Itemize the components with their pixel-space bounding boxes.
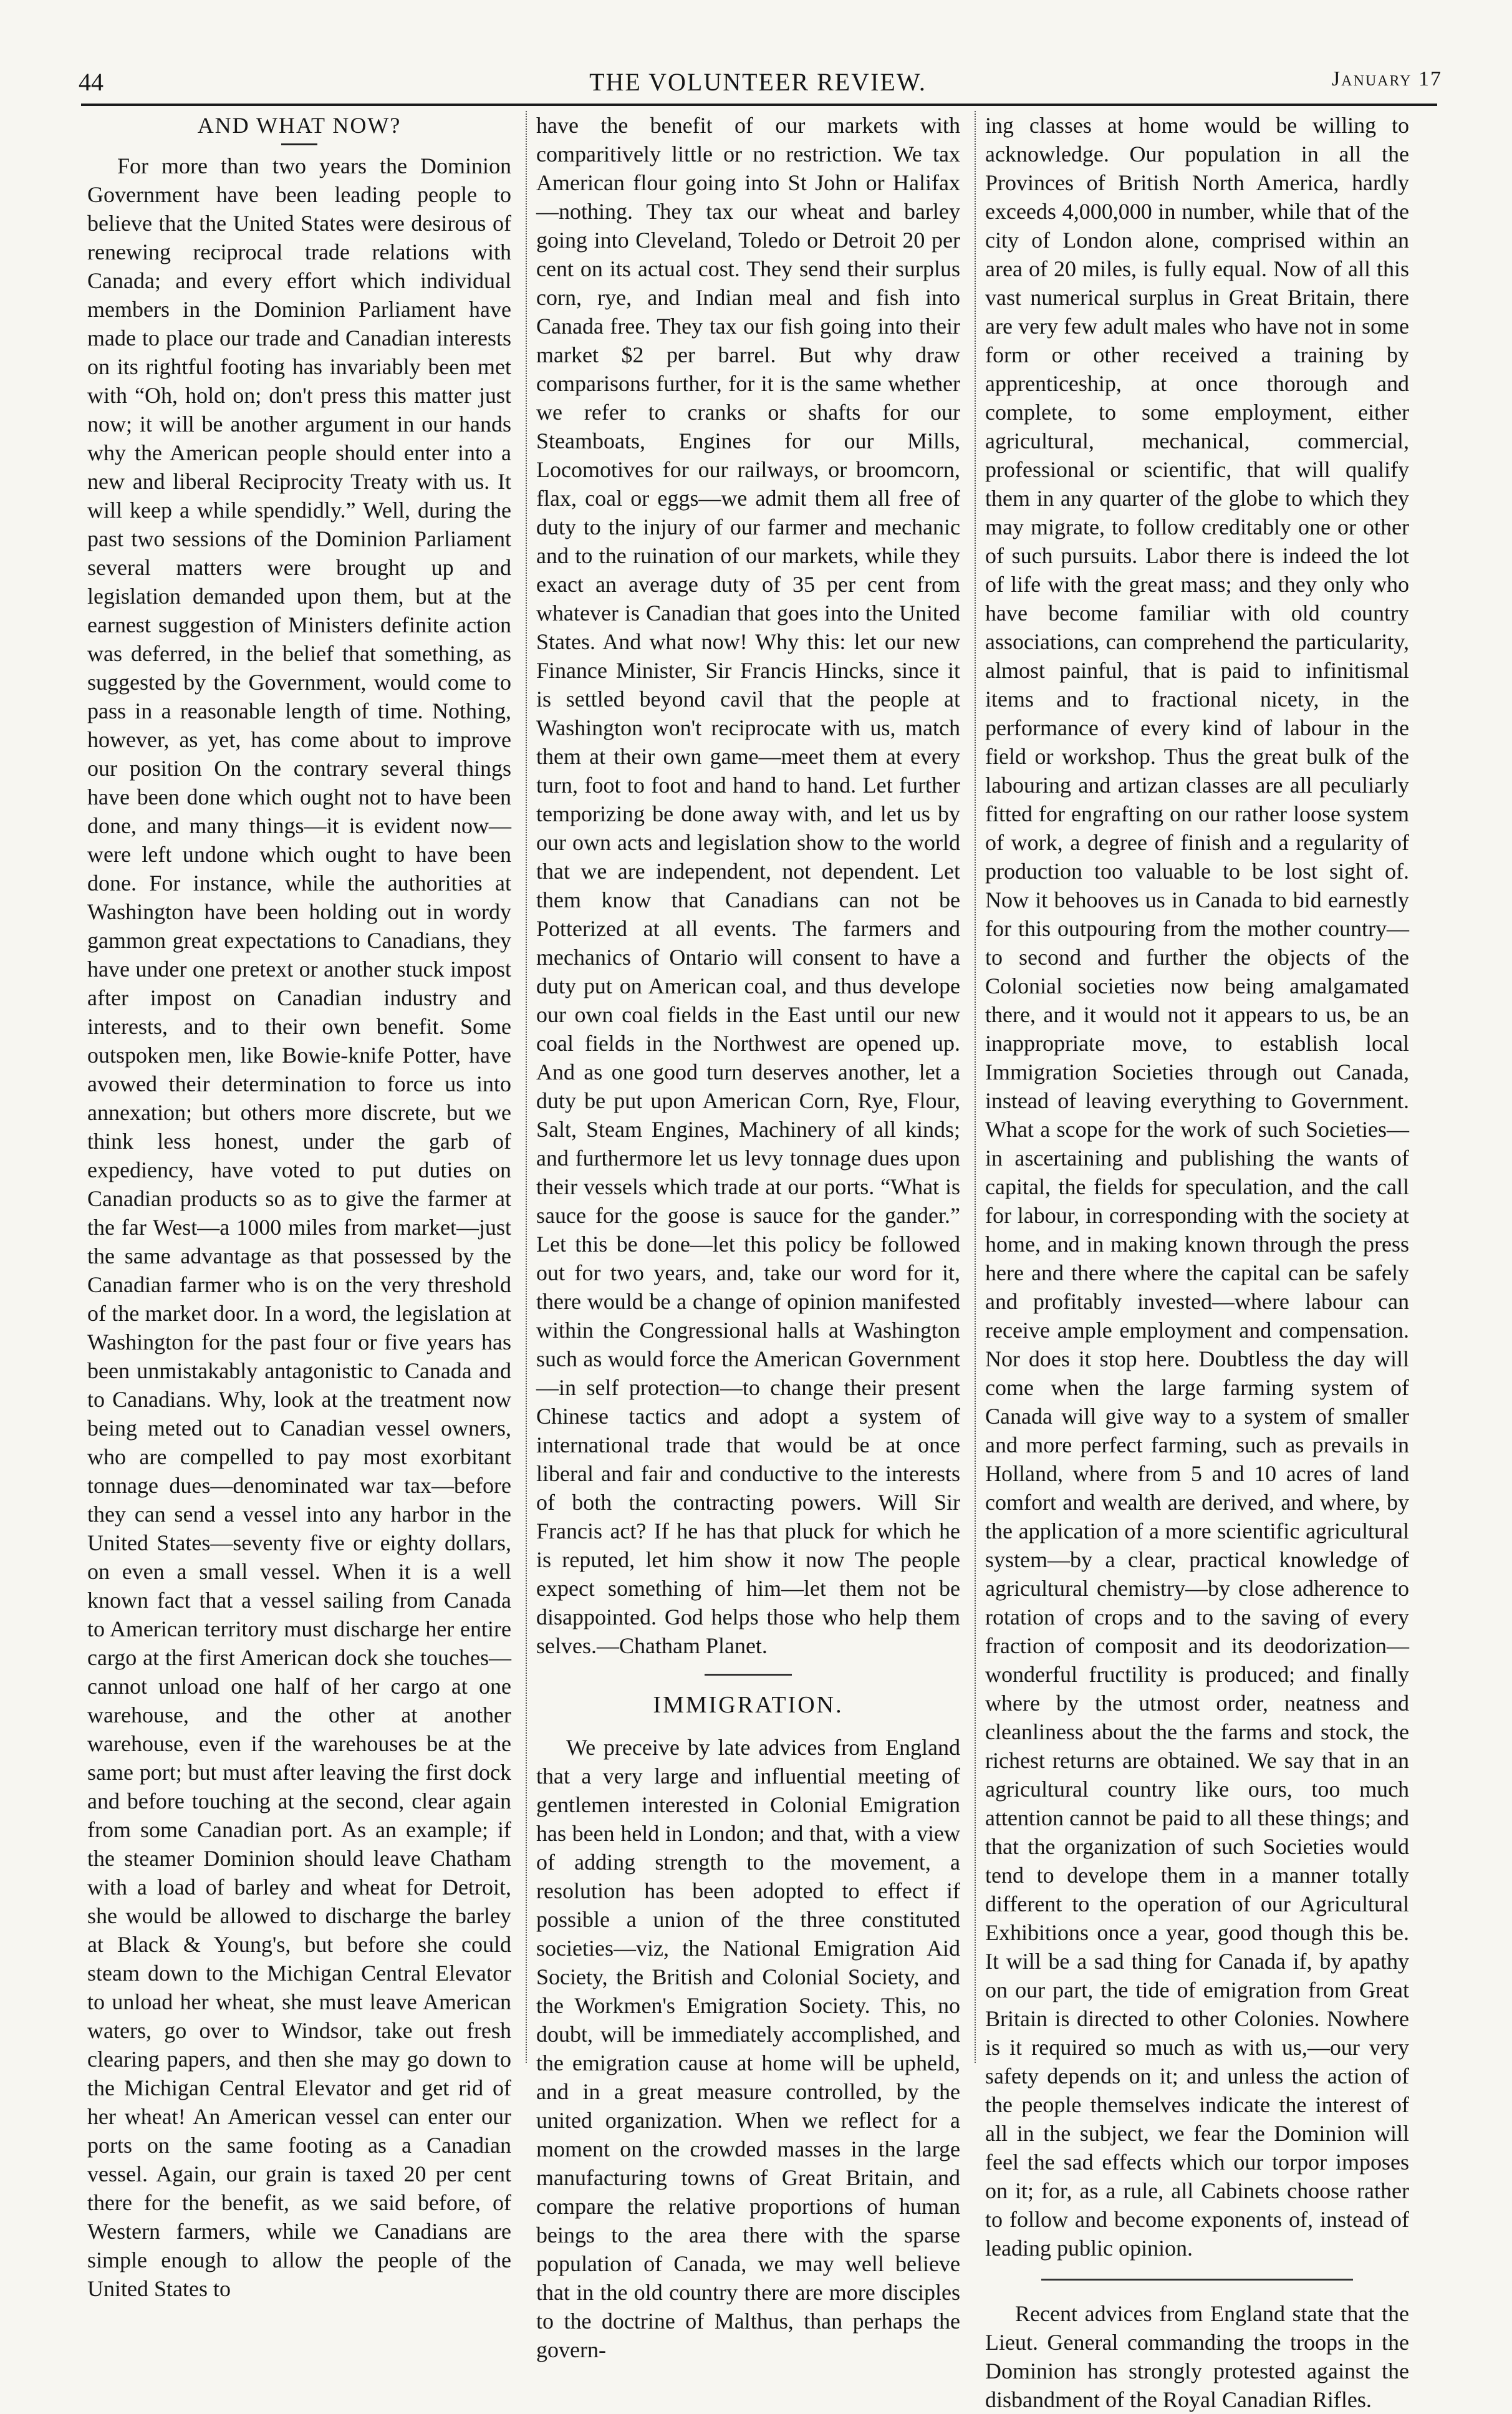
- column-3: [985, 111, 1409, 2414]
- article-paragraph: ing classes at home would be willing to acknowledge. Our population in all the Provinces of British North America, hardly exceeds 4,000,000 in number, while that of the city of London alone, comprised within an area of 20 miles, is fully equal. Now of all this vast numerical surplus in Great Britain, there are very few adult males who have not in some form or other received a training by apprenticeship, at once thorough and complete, to some employment, either agricultural, mechanical, commercial, professional or scientific, that will qualify them in any quarter of the globe to which they may migrate, to follow creditably one or other of such pursuits. Labor there is indeed the lot of life with the great mass; and they only who have become familiar with old country associations, can comprehend the particularity, almost painful, that is paid to infinitismal items and to fractional nicety, in the performance of every kind of labour in the field or workshop. Thus the great bulk of the labouring and artizan classes are all peculiarly fitted for engrafting on our rather loose system of work, a degree of finish and a regularity of production too valuable to be lost sight of. Now it behooves us in Canada to bid earnestly for this outpouring from the mother country—to second and further the objects of the Colonial societies now being amalgamated there, and it would not it appears to us, be an inappropriate move, to establish local Immigration Societies through out Canada, instead of leaving everything to Government. What a scope for the work of such Societies—in ascertaining and publishing the wants of capital, the fields for speculation, and the call for labour, in corresponding with the society at home, and in making known through the press here and there where the capital can be safely and profitably invested—where labour can receive ample employment and compensation. Nor does it stop here. Doubtless the day will come when the large farming system of Canada will give way to a system of smaller and more perfect farming, such as prevails in Holland, where from 5 and 10 acres of land comfort and wealth are derived, and where, by the application of a more scientific agricultural system—by a clear, practical knowledge of agricultural chemistry—by close adherence to rotation of crops and to the saving of every fraction of composit and its deodorization—wonderful fructility is produced; and finally where by the utmost order, neatness and cleanliness about the the farms and stock, the richest returns are obtained. We say that in an agricultural country like ours, too much attention cannot be paid to all these things; and that the organization of such Societies would tend to develope them in a manner totally different to the operation of our Agricultural Exhibitions once a year, good though this be. It will be a sad thing for Canada if, by apathy on our part, the tide of emigration from Great Britain is directed to other Colonies. Nowhere is it required so much as with us,—our very safety depends on it; and unless the action of the people themselves indicate the interest of all in the subject, we fear the Dominion will feel the sad effects which our torpor imposes on it; for, as a rule, all Cabinets choose rather to follow and become exponents of, instead of leading public opinion.: [985, 113, 1409, 2261]
- headline-dash: [281, 143, 317, 145]
- page-header: [74, 67, 1442, 100]
- article-paragraph: have the benefit of our markets with comparitively little or no restriction. We tax American flour going into St John or Halifax—nothing. They tax our wheat and barley going into Cleveland, Toledo or Detroit 20 per cent on its actual cost. They send their surplus corn, rye, and Indian meal and fish into Canada free. They tax our fish going into their market $2 per barrel. But why draw comparisons further, for it is the same whether we refer to cranks or shafts for our Steamboats, Engines for our Mills, Locomotives for our railways, or broomcorn, flax, coal or eggs—we admit them all free of duty to the injury of our farmer and mechanic and to the ruination of our markets, while they exact an average duty of 35 per cent from whatever is Canadian that goes into the United States. And what now! Why this: let our new Finance Minister, Sir Francis Hincks, since it is settled beyond cavil that the people at Washington won't reciprocate with us, match them at their own game—meet them at every turn, foot to foot and hand to hand. Let further temporizing be done away with, and let us by our own acts and legislation show to the world that we are independent, not dependent. Let them know that Canadians can not be Potterized at all events. The farmers and mechanics of Ontario will consent to have a duty put on American coal, and thus develope our own coal fields in the East until our new coal fields in the Northwest are opened up. And as one good turn deserves another, let a duty be put upon American Corn, Rye, Flour, Salt, Steam Engines, Machinery of all kinds; and furthermore let us levy tonnage dues upon their vessels which trade at our ports. “What is sauce for the goose is sauce for the gander.” Let this be done—let this policy be followed out for two years, and, take our word for it, there would be a change of opinion manifested within the Congressional halls at Washington such as would force the American Government—in self protection—to change their present Chinese tactics and adopt a system of international trade that would be at once liberal and fair and conductive to the interests of both the contracting powers. Will Sir Francis act? If he has that pluck for which he is reputed, let him show it now The people expect something of him—let them not be disappointed. God helps those who help them selves.—Chatham Planet.: [536, 113, 960, 1658]
- masthead-title: THE VOLUNTEER REVIEW.: [589, 68, 927, 96]
- article-headline: AND WHAT NOW?: [197, 113, 402, 138]
- column-divider: [526, 111, 527, 2063]
- section-rule: [1041, 2279, 1353, 2281]
- news-note: Recent advices from England state that the Lieut. General commanding the troops in the Dominion has strongly protested against the disbandment of the Royal Canadian Rifles.: [985, 2301, 1409, 2412]
- column-2: [536, 111, 960, 2364]
- page-number: 44: [79, 68, 104, 96]
- section-rule: [705, 1674, 792, 1676]
- issue-date: January 17: [1331, 67, 1442, 90]
- column-1: [87, 111, 511, 2303]
- column-divider: [975, 111, 976, 2063]
- article-headline: IMMIGRATION.: [653, 1692, 844, 1718]
- article-paragraph: For more than two years the Dominion Government have been leading people to believe that the United States were desirous of renewing reciprocal trade relations with Canada; and every effort which individual members in the Dominion Parliament have made to place our trade and Canadian interests on its rightful footing has invariably been met with “Oh, hold on; don't press this matter just now; it will be another argument in our hands why the American people should enter into a new and liberal Reciprocity Treaty with us. It will keep a while spendidly.” Well, during the past two sessions of the Dominion Parliament several matters were brought up and legislation demanded upon them, but at the earnest suggestion of Ministers definite action was deferred, in the belief that something, as suggested by the Government, would come to pass in a reasonable length of time. Nothing, however, as yet, has come about to improve our position On the contrary several things have been done which ought not to have been done, and many things—it is evident now—were left undone which ought to have been done. For instance, while the authorities at Washington have been holding out in wordy gammon great expectations to Canadians, they have under one pretext or another stuck impost after impost on Canadian industry and interests, and to their own benefit. Some outspoken men, like Bowie-knife Potter, have avowed their determination to force us into annexation; but others more discrete, but we think less honest, under the garb of expediency, have voted to put duties on Canadian products so as to give the farmer at the far West—a 1000 miles from market—just the same advantage as that possessed by the Canadian farmer who is on the very threshold of the market door. In a word, the legislation at Washington for the past four or five years has been unmistakably antagonistic to Canada and to Canadians. Why, look at the treatment now being meted out to Canadian vessel owners, who are compelled to pay most exorbitant tonnage dues—denominated war tax—before they can send a vessel into any harbor in the United States—seventy five or eighty dollars, on even a small vessel. When it is a well known fact that a vessel sailing from Canada to American territory must discharge her entire cargo at the first American dock she touches— cannot unload one half of her cargo at one warehouse, and the other at another warehouse, even if the warehouses be at the same port; but must after leaving the first dock and before touching at the second, clear again from some Canadian port. As an example; if the steamer Dominion should leave Chatham with a load of barley and wheat for Detroit, she would be allowed to discharge the barley at Black & Young's, but before she could steam down to the Michigan Central Elevator to unload her wheat, she must leave American waters, go over to Windsor, take out fresh clearing papers, and then she may go down to the Michigan Central Elevator and get rid of her wheat! An American vessel can enter our ports on the same footing as a Canadian vessel. Again, our grain is taxed 20 per cent there for the benefit, as we said before, of Western farmers, while we Canadians are simple enough to allow the people of the United States to: [87, 153, 511, 2301]
- article-paragraph: We preceive by late advices from England that a very large and influential meeting of gentlemen interested in Colonial Emigration has been held in London; and that, with a view of adding strength to the movement, a resolution has been adopted to effect if possible a union of the three constituted societies—viz, the National Emigration Aid Society, the British and Colonial Society, and the Workmen's Emigration Society. This, no doubt, will be immediately accomplished, and the emigration cause at home will be upheld, and in a great measure controlled, by the united organization. When we reflect for a moment on the crowded masses in the large manufacturing towns of Great Britain, and compare the relative proportions of human beings to the area there with the sparse population of Canada, we may well believe that in the old country there are more disciples to the doctrine of Malthus, than perhaps the govern-: [536, 1735, 960, 2362]
- header-rule: [81, 104, 1437, 106]
